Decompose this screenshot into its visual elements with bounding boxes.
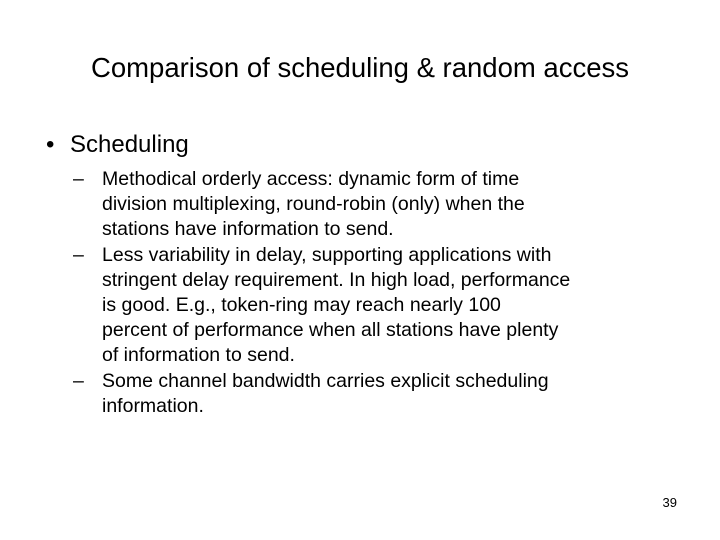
sub-bullet-less-variability bbox=[73, 243, 693, 369]
text-line: Methodical orderly access: dynamic form of time bbox=[102, 168, 520, 190]
text-line: division multiplexing, round-robin (only) when the bbox=[102, 193, 525, 216]
text-line: of information to send. bbox=[102, 344, 295, 367]
dash-icon: – bbox=[73, 369, 84, 392]
text-line: stations have information to send. bbox=[102, 218, 394, 241]
sub-bullet-list bbox=[73, 167, 693, 419]
bullet-scheduling bbox=[46, 129, 189, 161]
dash-icon: – bbox=[73, 168, 84, 190]
bullet-icon: • bbox=[46, 131, 55, 158]
bullet-heading: Scheduling bbox=[70, 131, 189, 158]
text-line: is good. E.g., token-ring may reach nearly 100 bbox=[102, 294, 501, 317]
text-line: Less variability in delay, supporting applications with bbox=[102, 243, 552, 266]
text-line: information. bbox=[102, 394, 204, 417]
sub-bullet-methodical-access bbox=[73, 167, 693, 243]
slide-title: Comparison of scheduling & random access bbox=[90, 52, 630, 83]
page-number: 39 bbox=[662, 495, 677, 510]
dash-icon: – bbox=[73, 243, 84, 266]
text-line: Some channel bandwidth carries explicit scheduling bbox=[102, 369, 549, 392]
sub-bullet-channel-bandwidth bbox=[73, 369, 693, 419]
text-line: percent of performance when all stations have plenty bbox=[102, 319, 559, 342]
text-line: stringent delay requirement. In high load, performance bbox=[102, 268, 571, 291]
